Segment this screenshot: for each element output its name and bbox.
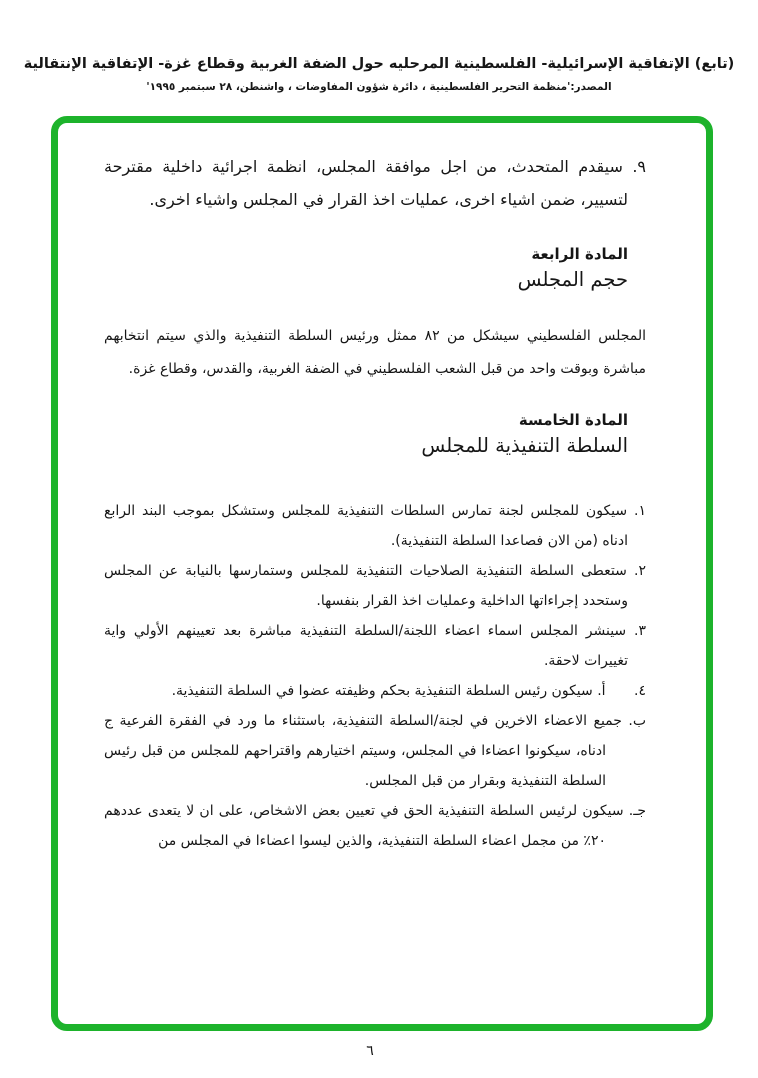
list-item-3-number: ٣. <box>634 623 646 639</box>
list-item-2-text: ستعطى السلطة التنفيذية الصلاحيات التنفيذية للمجلس وستمارسها بالنيابة عن المجلس وستحدد إجراءاتها الداخلية وعمليات اخذ القرار بنفسها. <box>104 563 628 609</box>
list-item-1-number: ١. <box>634 503 646 519</box>
list-item-9-number: ٩. <box>632 157 646 176</box>
page-number: ٦ <box>366 1043 374 1059</box>
list-item-2-number: ٢. <box>634 563 647 579</box>
list-item-4c <box>104 796 646 856</box>
list-item-4b-letter: ب. <box>628 713 647 729</box>
article-5-heading: المادة الخامسة <box>518 411 628 429</box>
list-item-4c-letter: جـ. <box>628 803 647 819</box>
list-item-3 <box>104 616 646 676</box>
document-title: (تابع) الإتفاقية الإسرائيلية- الفلسطينية المرحليه حول الضفة الغربية وقطاع غزة- الإتفاقية الإنتقالية <box>23 56 735 72</box>
list-item-1-text: سيكون للمجلس لجنة تمارس السلطات التنفيذية للمجلس وستشكل بموجب البند الرابع ادناه (من الان فصاعدا السلطة التنفيذية). <box>104 503 628 549</box>
list-item-9-text: سيقدم المتحدث، من اجل موافقة المجلس، انظمة اجرائية داخلية مقترحة لتسيير، ضمن اشياء اخرى، عمليات اخذ القرار في المجلس واشياء اخرى. <box>104 157 628 209</box>
list-item-9 <box>104 150 646 216</box>
article-4-heading: المادة الرابعة <box>531 245 628 263</box>
list-item-2 <box>104 556 646 616</box>
article-4-subheading: حجم المجلس <box>517 268 628 291</box>
list-item-1 <box>104 496 646 556</box>
list-item-4c-text: سيكون لرئيس السلطة التنفيذية الحق في تعيين بعض الاشخاص، على ان لا يتعدى عددهم ٢٠٪ من مجمل اعضاء السلطة التنفيذية، والذين ليسوا اعضاءا في المجلس من <box>104 803 624 849</box>
list-item-4a-letter: أ. <box>597 683 606 699</box>
article-4-body: المجلس الفلسطيني سيشكل من ٨٢ ممثل ورئيس السلطة التنفيذية والذي سيتم انتخابهم مباشرة وبوقت واحد من قبل الشعب الفلسطيني في الضفة الغربية، والقدس، وقطاع غزة. <box>104 328 646 377</box>
list-item-4b <box>104 706 646 796</box>
article-5-subheading: السلطة التنفيذية للمجلس <box>421 434 628 457</box>
frame-inner <box>58 123 706 1024</box>
list-item-4-number: ٤. <box>634 683 646 699</box>
list-item-4a-text: سيكون رئيس السلطة التنفيذية بحكم وظيفته عضوا في السلطة التنفيذية. <box>171 683 593 699</box>
list-item-3-text: سينشر المجلس اسماء اعضاء اللجنة/السلطة التنفيذية مباشرة بعد تعيينهم الأولي واية تغييرات لاحقة. <box>104 623 628 669</box>
document-source-line: المصدر:'منظمة التحرير الفلسطينية ، دائرة شؤون المفاوضات ، واشنطن، ٢٨ سبتمبر ١٩٩٥' <box>146 81 612 93</box>
content-frame <box>51 116 713 1031</box>
article-5-list <box>104 496 646 856</box>
document-header <box>0 52 758 93</box>
list-item-4b-text: جميع الاعضاء الاخرين في لجنة/السلطة التنفيذية، باستثناء ما ورد في الفقرة الفرعية ج ادناه، سيكونوا اعضاءا في المجلس، وسيتم اختيارهم واقتراحهم للمجلس من قبل رئيس السلطة التنفيذية وبقرار من قبل المجلس. <box>104 713 622 789</box>
list-item-4a <box>104 676 646 706</box>
